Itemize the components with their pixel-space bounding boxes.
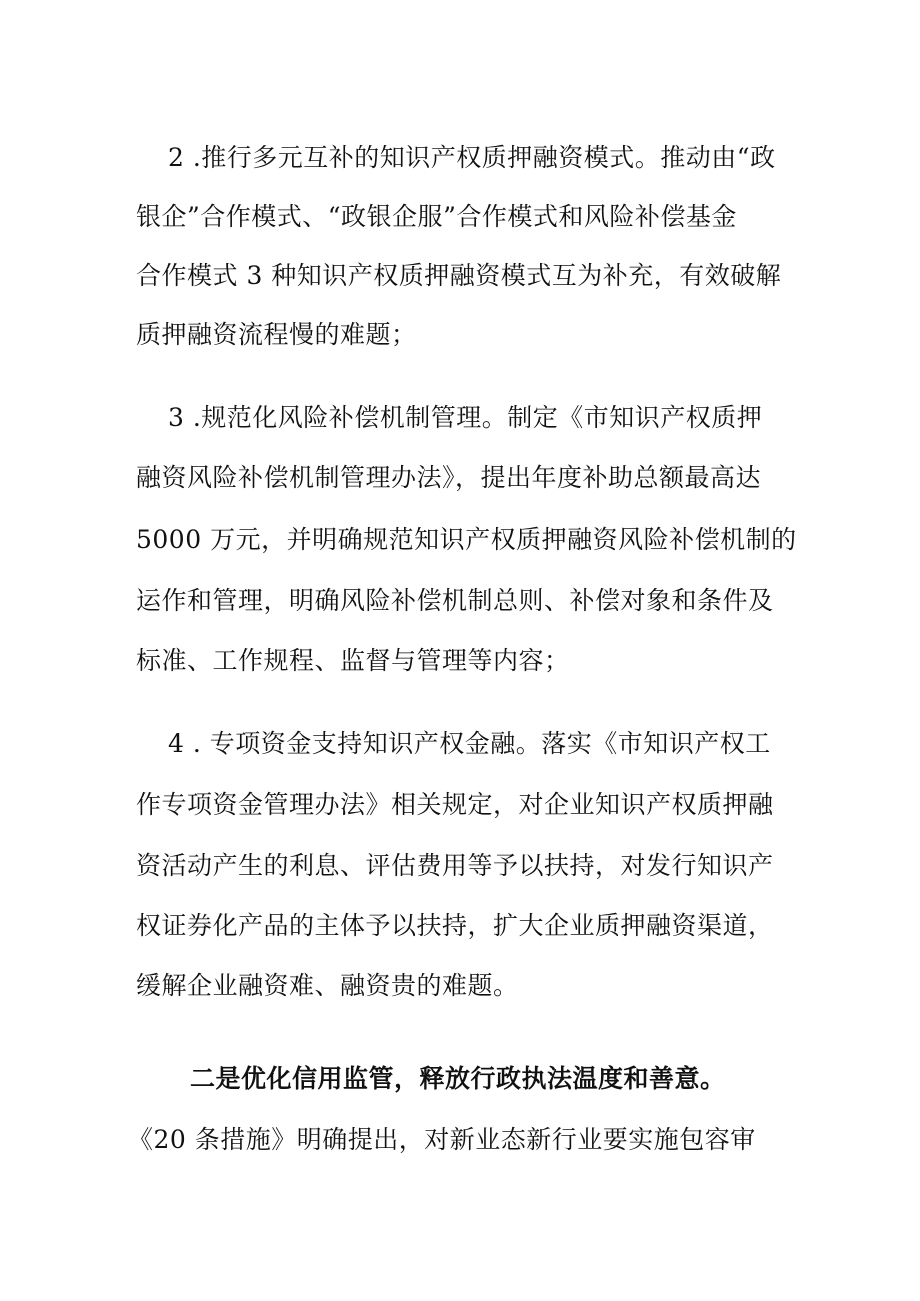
text-line: 3 .规范化风险补偿机制管理。制定《市知识产权质押	[168, 403, 763, 432]
text-line: 缓解企业融资难、融资贵的难题。	[136, 971, 519, 1000]
text-line: 作专项资金管理办法》相关规定，对企业知识产权质押融	[136, 790, 774, 819]
text-line: 标准、工作规程、监督与管理等内容；	[136, 646, 570, 675]
text-line: 合作模式 3 种知识产权质押融资模式互为补充，有效破解	[136, 261, 782, 290]
text-line: 质押融资流程慢的难题；	[136, 320, 417, 349]
section-heading: 二是优化信用监管，释放行政执法温度和善意。	[190, 1064, 726, 1093]
text-line: 银企”合作模式、“政银企服”合作模式和风险补偿基金	[136, 202, 737, 231]
text-line: 2 .推行多元互补的知识产权质押融资模式。推动由“政	[168, 143, 776, 172]
text-line: 5000 万元，并明确规范知识产权质押融资风险补偿机制的	[136, 525, 797, 554]
section-body-line: 《20 条措施》明确提出，对新业态新行业要实施包容审	[128, 1125, 756, 1154]
text-line: 融资风险补偿机制管理办法》，提出年度补助总额最高达	[136, 463, 762, 492]
text-line: 运作和管理，明确风险补偿机制总则、补偿对象和条件及	[136, 586, 774, 615]
text-line: 资活动产生的利息、评估费用等予以扶持，对发行知识产	[136, 851, 774, 880]
text-line: 4 . 专项资金支持知识产权金融。落实《市知识产权工	[168, 729, 771, 758]
text-line: 权证券化产品的主体予以扶持，扩大企业质押融资渠道，	[136, 911, 774, 940]
